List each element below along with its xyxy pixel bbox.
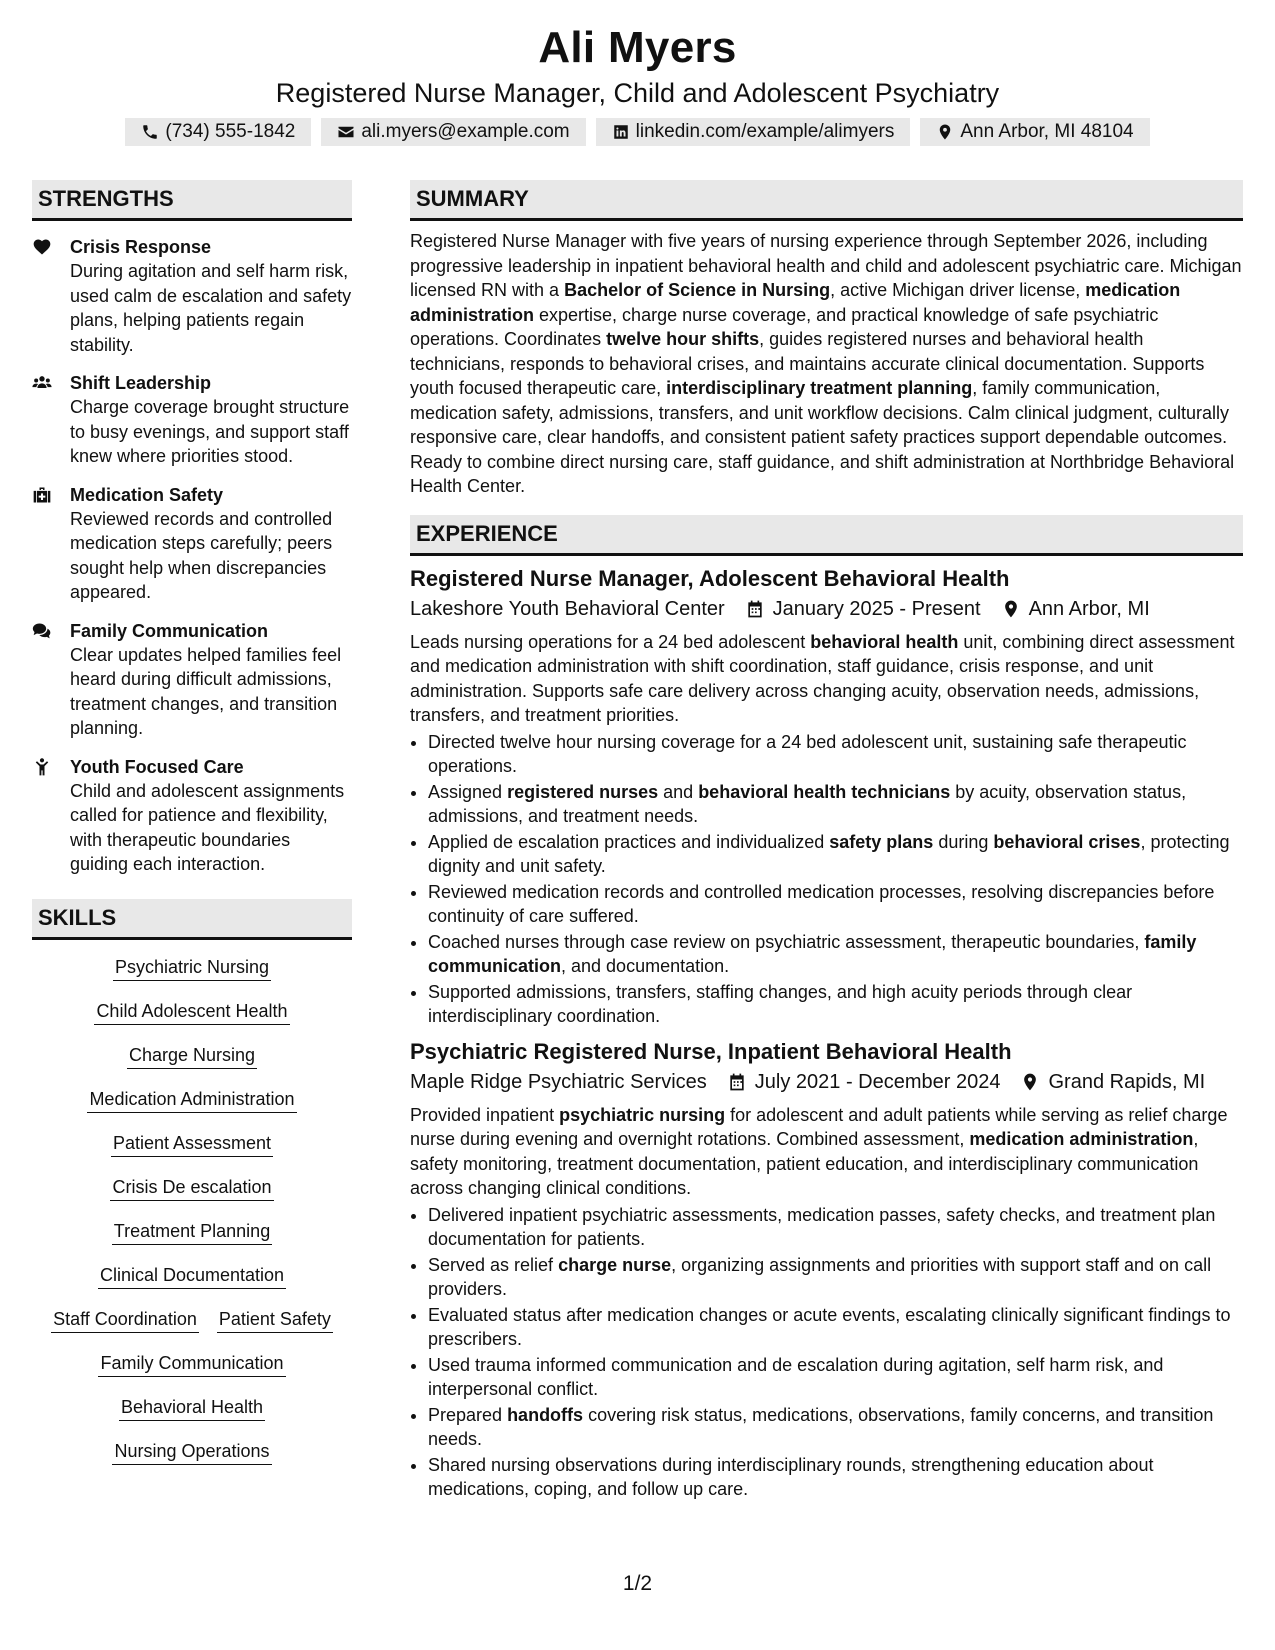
linkedin-chip[interactable] xyxy=(596,118,911,146)
list-item: • Delivered inpatient psychiatric assessments, medication passes, safety checks, and treatment plan documentation for patients. xyxy=(428,1203,1243,1252)
job-dates: July 2021 - December 2024 xyxy=(754,1070,1001,1093)
job-location: Grand Rapids, MI xyxy=(1048,1070,1206,1093)
list-item: • Prepared handoffs covering risk status, medications, observations, family concerns, and transition needs. xyxy=(428,1403,1243,1452)
job-company: Lakeshore Youth Behavioral Center xyxy=(410,597,725,620)
email-text[interactable]: ali.myers@example.com xyxy=(361,121,570,142)
strengths-heading: STRENGTHS xyxy=(32,180,352,221)
right-column xyxy=(410,180,1243,1503)
candidate-name: Ali Myers xyxy=(538,23,737,72)
skill-tag: Charge Nursing xyxy=(127,1042,257,1069)
calendar-icon xyxy=(727,1072,747,1092)
skill-tag: Nursing Operations xyxy=(112,1438,271,1465)
users-icon xyxy=(32,373,52,393)
calendar-icon xyxy=(745,599,765,619)
list-item: • Reviewed medication records and controlled medication processes, resolving discrepancies before continuity of care suffered. xyxy=(428,880,1243,929)
summary-heading: SUMMARY xyxy=(410,180,1243,221)
job-entry xyxy=(410,564,1243,1029)
skills-list xyxy=(32,954,352,1482)
job-entry xyxy=(410,1037,1243,1502)
strength-item xyxy=(32,619,352,741)
map-pin-icon xyxy=(1001,599,1021,619)
list-item: • Served as relief charge nurse, organizing assignments and priorities with support staff and on call providers. xyxy=(428,1253,1243,1302)
strength-item xyxy=(32,235,352,357)
list-item: • Used trauma informed communication and de escalation during agitation, self harm risk, and interpersonal conflict. xyxy=(428,1353,1243,1402)
strength-desc: Charge coverage brought structure to busy evenings, and support staff knew where priorities stood. xyxy=(70,397,350,466)
strength-desc: During agitation and self harm risk, used calm de escalation and safety plans, helping patients regain stability. xyxy=(70,261,352,355)
skills-heading: SKILLS xyxy=(32,899,352,940)
job-location: Ann Arbor, MI xyxy=(1028,597,1150,620)
phone-text: (734) 555-1842 xyxy=(165,121,296,142)
location-chip xyxy=(920,118,1149,146)
job-dates: January 2025 - Present xyxy=(772,597,981,620)
job-description: Provided inpatient psychiatric nursing for adolescent and adult patients while serving as relief charge nurse during evening and overnight rotations. Combined assessment, medication administration, safety monitoring, treatment documentation, patient education, and interdisciplinary communication across changing clinical conditions. xyxy=(410,1104,1228,1198)
strength-desc: Reviewed records and controlled medication steps carefully; peers sought help when discrepancies appeared. xyxy=(70,508,333,602)
job-description: Leads nursing operations for a 24 bed adolescent behavioral health unit, combining direct assessment and medication administration with shift coordination, staff guidance, crisis response, and unit administration. Supports safe care delivery across changing acuity, observation needs, admissions, transfers, and treatment priorities. xyxy=(410,631,1235,725)
list-item: • Assigned registered nurses and behavioral health technicians by acuity, observation status, admissions, and treatment needs. xyxy=(428,780,1243,829)
list-item: • Shared nursing observations during interdisciplinary rounds, strengthening education about medications, coping, and follow up care. xyxy=(428,1453,1243,1502)
strength-item xyxy=(32,371,352,469)
skill-tag: Clinical Documentation xyxy=(98,1262,286,1289)
strength-desc: Child and adolescent assignments called for patience and flexibility, with therapeutic boundaries guiding each interaction. xyxy=(70,780,345,874)
strength-title: Medication Safety xyxy=(70,484,224,505)
linkedin-text[interactable]: linkedin.com/example/alimyers xyxy=(635,121,895,142)
linkedin-icon xyxy=(612,123,630,141)
skill-tag: Staff Coordination xyxy=(51,1306,199,1333)
location-text: Ann Arbor, MI 48104 xyxy=(960,121,1134,142)
skill-tag: Medication Administration xyxy=(87,1086,296,1113)
skill-tag: Treatment Planning xyxy=(112,1218,272,1245)
job-meta xyxy=(410,594,1243,624)
phone-chip xyxy=(125,118,311,146)
job-bullets xyxy=(410,730,1243,1029)
contact-bar xyxy=(0,118,1275,146)
job-meta xyxy=(410,1067,1243,1097)
medkit-icon xyxy=(32,485,52,505)
strength-title: Family Communication xyxy=(70,620,269,641)
left-column xyxy=(32,180,352,1482)
skill-tag: Behavioral Health xyxy=(119,1394,265,1421)
job-title: Registered Nurse Manager, Adolescent Behavioral Health xyxy=(410,565,1010,591)
list-item: • Supported admissions, transfers, staffing changes, and high acuity periods through clear interdisciplinary coordination. xyxy=(428,980,1243,1029)
job-company: Maple Ridge Psychiatric Services xyxy=(410,1070,707,1093)
envelope-icon xyxy=(337,123,355,141)
list-item: • Directed twelve hour nursing coverage for a 24 bed adolescent unit, sustaining safe therapeutic operations. xyxy=(428,730,1243,779)
candidate-title: Registered Nurse Manager, Child and Adolescent Psychiatry xyxy=(275,78,1000,108)
resume-header xyxy=(0,0,1275,146)
phone-icon xyxy=(141,123,159,141)
skill-tag: Crisis De escalation xyxy=(110,1174,273,1201)
skill-tag: Family Communication xyxy=(98,1350,285,1377)
list-item: • Coached nurses through case review on psychiatric assessment, therapeutic boundaries, family communication, and documentation. xyxy=(428,930,1243,979)
map-pin-icon xyxy=(936,123,954,141)
comments-icon xyxy=(32,621,52,641)
strength-desc: Clear updates helped families feel heard during difficult admissions, treatment changes, and transition planning. xyxy=(70,644,342,738)
strength-item xyxy=(32,483,352,605)
child-icon xyxy=(32,757,52,777)
email-chip[interactable] xyxy=(321,118,585,146)
experience-heading: EXPERIENCE xyxy=(410,515,1243,556)
skill-tag: Patient Assessment xyxy=(111,1130,273,1157)
skill-tag: Psychiatric Nursing xyxy=(113,954,271,981)
strength-title: Youth Focused Care xyxy=(70,756,244,777)
strength-title: Shift Leadership xyxy=(70,373,212,393)
job-bullets xyxy=(410,1203,1243,1502)
skill-tag: Child Adolescent Health xyxy=(94,998,289,1025)
page-number: 1/2 xyxy=(622,1572,653,1595)
summary-text: Registered Nurse Manager with five years of nursing experience through September 2026, including progressive leadership in inpatient behavioral health and child and adolescent psychiatric care. Michigan licensed RN with a Bachelor of Science in Nursing, active Michigan driver license, medication administration expertise, charge nurse coverage, and practical knowledge of safe psychiatric operations. Coordinates twelve hour shifts, guides registered nurses and behavioral health technicians, responds to behavioral crises, and maintains accurate clinical documentation. Supports youth focused therapeutic care, interdisciplinary treatment planning, family communication, medication safety, admissions, transfers, and unit workflow decisions. Calm clinical judgment, culturally responsive care, clear handoffs, and consistent patient safety practices support dependable outcomes. Ready to combine direct nursing care, staff guidance, and shift administration at Northbridge Behavioral Health Center. xyxy=(410,231,1242,496)
job-title: Psychiatric Registered Nurse, Inpatient Behavioral Health xyxy=(410,1038,1012,1064)
strength-item xyxy=(32,755,352,877)
list-item: • Applied de escalation practices and individualized safety plans during behavioral crises, protecting dignity and unit safety. xyxy=(428,830,1243,879)
skill-tag: Patient Safety xyxy=(217,1306,333,1333)
strength-title: Crisis Response xyxy=(70,237,212,257)
list-item: • Evaluated status after medication changes or acute events, escalating clinically significant findings to prescribers. xyxy=(428,1303,1243,1352)
map-pin-icon xyxy=(1020,1072,1040,1092)
heart-icon xyxy=(32,237,52,257)
